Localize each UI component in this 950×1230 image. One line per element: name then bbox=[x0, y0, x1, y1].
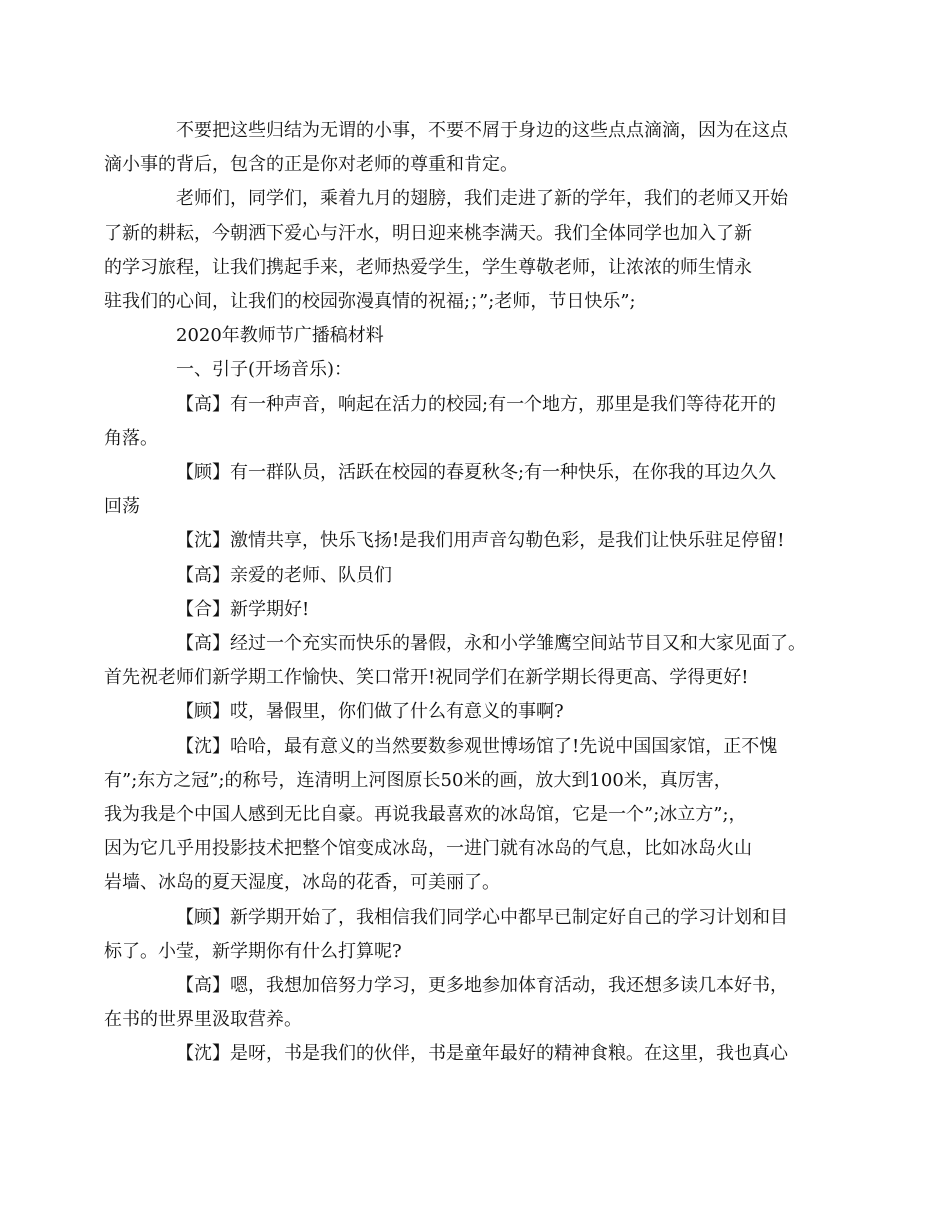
text-line: 在书的世界里汲取营养。 bbox=[104, 1009, 302, 1031]
dialogue-paragraph bbox=[104, 388, 830, 456]
text-line: 岩墙、冰岛的夏天湿度，冰岛的花香，可美丽了。 bbox=[104, 872, 500, 894]
text-line: 的学习旅程，让我们携起手来，老师热爱学生，学生尊敬老师，让浓浓的师生情永 bbox=[104, 256, 752, 278]
dialogue-paragraph bbox=[140, 524, 830, 558]
text-line: 了新的耕耘，今朝洒下爱心与汗水，明日迎来桃李满天。我们全体同学也加入了新 bbox=[104, 222, 752, 244]
text-line: 【高】亲爱的老师、队员们 bbox=[176, 564, 392, 586]
dialogue-paragraph bbox=[104, 901, 830, 969]
text-line: 【顾】新学期开始了，我相信我们同学心中都早已制定好自己的学习计划和目 bbox=[176, 906, 788, 928]
text-line: 【沈】哈哈，最有意义的当然要数参观世博场馆了!先说中国国家馆，正不愧 bbox=[176, 735, 778, 757]
text-line: 【顾】有一群队员，活跃在校园的春夏秋冬;有一种快乐，在你我的耳边久久 bbox=[176, 462, 777, 484]
document-body bbox=[104, 114, 830, 1072]
text-line: 2020年教师节广播稿材料 bbox=[176, 325, 384, 347]
dialogue-paragraph bbox=[140, 1037, 830, 1071]
section-title bbox=[140, 319, 830, 353]
dialogue-paragraph bbox=[104, 730, 830, 901]
dialogue-paragraph bbox=[140, 559, 830, 593]
text-line: 【高】嗯，我想加倍努力学习，更多地参加体育活动，我还想多读几本好书， bbox=[176, 975, 788, 997]
dialogue-paragraph bbox=[104, 969, 830, 1037]
paragraph bbox=[104, 182, 830, 319]
text-line: 有”;东方之冠”;的称号，连清明上河图原长50米的画，放大到100米，真厉害， bbox=[104, 769, 732, 791]
dialogue-paragraph bbox=[140, 593, 830, 627]
text-line: 回荡 bbox=[104, 496, 140, 518]
text-line: 一、引子(开场音乐)： bbox=[176, 359, 353, 381]
section-heading bbox=[140, 353, 830, 387]
text-line: 因为它几乎用投影技术把整个馆变成冰岛，一进门就有冰岛的气息，比如冰岛火山 bbox=[104, 838, 752, 860]
text-line: 驻我们的心间，让我们的校园弥漫真情的祝福;；”;老师，节日快乐”; bbox=[104, 291, 636, 313]
text-line: 【合】新学期好! bbox=[176, 598, 310, 620]
text-line: 【顾】哎，暑假里，你们做了什么有意义的事啊? bbox=[176, 701, 564, 723]
text-line: 【高】有一种声音，响起在活力的校园;有一个地方，那里是我们等待花开的 bbox=[176, 393, 777, 415]
text-line: 首先祝老师们新学期工作愉快、笑口常开!祝同学们在新学期长得更高、学得更好! bbox=[104, 667, 749, 689]
text-line: 老师们，同学们，乘着九月的翅膀，我们走进了新的学年，我们的老师又开始 bbox=[176, 188, 788, 210]
text-line: 【高】经过一个充实而快乐的暑假，永和小学雏鹰空间站节目又和大家见面了。 bbox=[176, 633, 806, 655]
dialogue-paragraph bbox=[104, 627, 830, 695]
text-line: 【沈】激情共享，快乐飞扬!是我们用声音勾勒色彩，是我们让快乐驻足停留! bbox=[176, 530, 785, 552]
text-line: 角落。 bbox=[104, 427, 158, 449]
text-line: 标了。小莹，新学期你有什么打算呢? bbox=[104, 940, 402, 962]
paragraph bbox=[104, 114, 830, 182]
text-line: 我为我是个中国人感到无比自豪。再说我最喜欢的冰岛馆，它是一个”;冰立方”;， bbox=[104, 804, 747, 826]
text-line: 滴小事的背后，包含的正是你对老师的尊重和肯定。 bbox=[104, 154, 518, 176]
text-line: 【沈】是呀，书是我们的伙伴，书是童年最好的精神食粮。在这里，我也真心 bbox=[176, 1043, 788, 1065]
dialogue-paragraph bbox=[104, 456, 830, 524]
text-line: 不要把这些归结为无谓的小事，不要不屑于身边的这些点点滴滴，因为在这点 bbox=[176, 120, 788, 141]
dialogue-paragraph bbox=[140, 695, 830, 729]
